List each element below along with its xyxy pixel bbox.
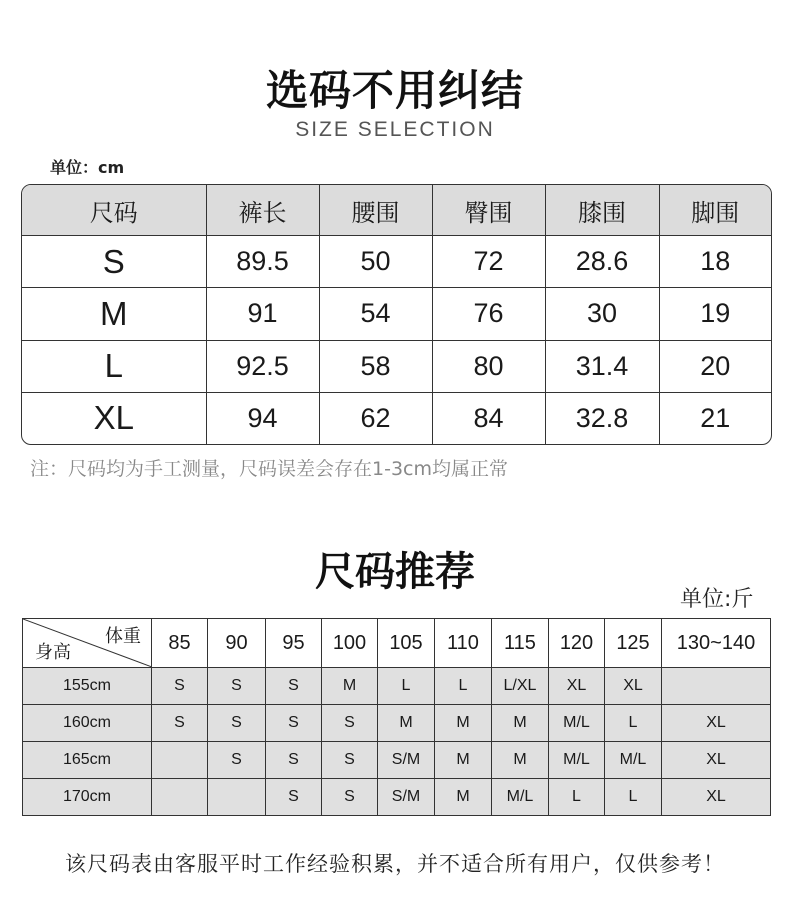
table-cell: L [378,668,435,705]
table-row [22,288,771,340]
size-table-header: 脚围 [659,185,771,236]
table-cell: S [208,742,266,779]
table-cell: 21 [659,392,771,444]
weight-header: 115 [492,619,549,668]
size-table-header: 裤长 [206,185,319,236]
weight-header: 105 [378,619,435,668]
table-cell: S [266,779,322,816]
recommend-unit-label: 单位:斤 [680,587,754,612]
table-cell: S/M [378,742,435,779]
table-cell: L [605,705,662,742]
table-row [23,779,771,816]
table-cell: 91 [206,288,319,340]
table-row [23,742,771,779]
table-row [22,340,771,392]
table-cell: M/L [549,705,605,742]
size-cell: XL [22,392,206,444]
table-cell: XL [662,705,771,742]
measurement-note: 注：尺码均为手工测量，尺码误差会存在1-3cm均属正常 [30,458,508,480]
table-cell: 76 [432,288,545,340]
size-cell: M [22,288,206,340]
size-cell: S [22,236,206,288]
table-cell: XL [549,668,605,705]
table-cell: M [435,742,492,779]
table-cell: S [266,668,322,705]
table-cell: M [492,742,549,779]
table-cell: S [322,779,378,816]
table-cell: 31.4 [545,340,659,392]
weight-header: 120 [549,619,605,668]
table-cell: 94 [206,392,319,444]
weight-header: 125 [605,619,662,668]
table-cell: S [152,668,208,705]
table-cell: XL [605,668,662,705]
table-row [22,392,771,444]
table-cell: M/L [605,742,662,779]
table-cell: 54 [319,288,432,340]
height-cell: 165cm [23,742,152,779]
weight-header: 100 [322,619,378,668]
table-cell: S [322,705,378,742]
disclaimer: 该尺码表由客服平时工作经验积累，并不适合所有用户，仅供参考！ [65,852,725,876]
table-cell: M [435,705,492,742]
table-cell: L/XL [492,668,549,705]
recommend-title: 尺码推荐 [315,549,475,595]
corner-header [23,619,152,668]
height-cell: 170cm [23,779,152,816]
size-table-header: 腰围 [319,185,432,236]
table-cell: S [266,742,322,779]
height-cell: 155cm [23,668,152,705]
table-cell: XL [662,779,771,816]
height-cell: 160cm [23,705,152,742]
table-cell: 50 [319,236,432,288]
table-cell: S [152,705,208,742]
table-cell: M [322,668,378,705]
table-cell: 72 [432,236,545,288]
table-cell: 20 [659,340,771,392]
table-cell: 80 [432,340,545,392]
page-subtitle: SIZE SELECTION [295,118,495,141]
table-cell: 32.8 [545,392,659,444]
table-row [22,236,771,288]
corner-weight-label: 体重 [105,626,141,647]
weight-header: 110 [435,619,492,668]
recommend-header-row [23,619,771,668]
table-cell: M/L [492,779,549,816]
weight-header: 85 [152,619,208,668]
size-table-header: 尺码 [22,185,206,236]
table-cell [662,668,771,705]
table-cell: M [492,705,549,742]
table-cell: 89.5 [206,236,319,288]
weight-header: 90 [208,619,266,668]
table-row [23,705,771,742]
size-table-header: 臀围 [432,185,545,236]
table-cell: S [266,705,322,742]
table-cell: S [322,742,378,779]
table-cell: L [549,779,605,816]
size-table [21,184,772,445]
table-cell: S [208,705,266,742]
table-row [23,668,771,705]
weight-header: 95 [266,619,322,668]
table-cell [208,779,266,816]
table-cell: 84 [432,392,545,444]
table-cell [152,742,208,779]
table-cell [152,779,208,816]
size-table-header-row [22,185,771,236]
table-cell: M [378,705,435,742]
table-cell: 18 [659,236,771,288]
table-cell: M [435,779,492,816]
recommend-table [22,618,771,816]
table-cell: 19 [659,288,771,340]
table-cell: S [208,668,266,705]
table-cell: XL [662,742,771,779]
table-cell: 92.5 [206,340,319,392]
corner-height-label: 身高 [35,642,71,663]
table-cell: 58 [319,340,432,392]
size-table-header: 膝围 [545,185,659,236]
size-cell: L [22,340,206,392]
table-cell: M/L [549,742,605,779]
table-cell: 30 [545,288,659,340]
table-cell: L [605,779,662,816]
table-cell: 28.6 [545,236,659,288]
weight-header: 130~140 [662,619,771,668]
page-title: 选码不用纠结 [265,66,524,115]
unit-label: 单位：cm [50,158,125,177]
table-cell: 62 [319,392,432,444]
table-cell: S/M [378,779,435,816]
table-cell: L [435,668,492,705]
